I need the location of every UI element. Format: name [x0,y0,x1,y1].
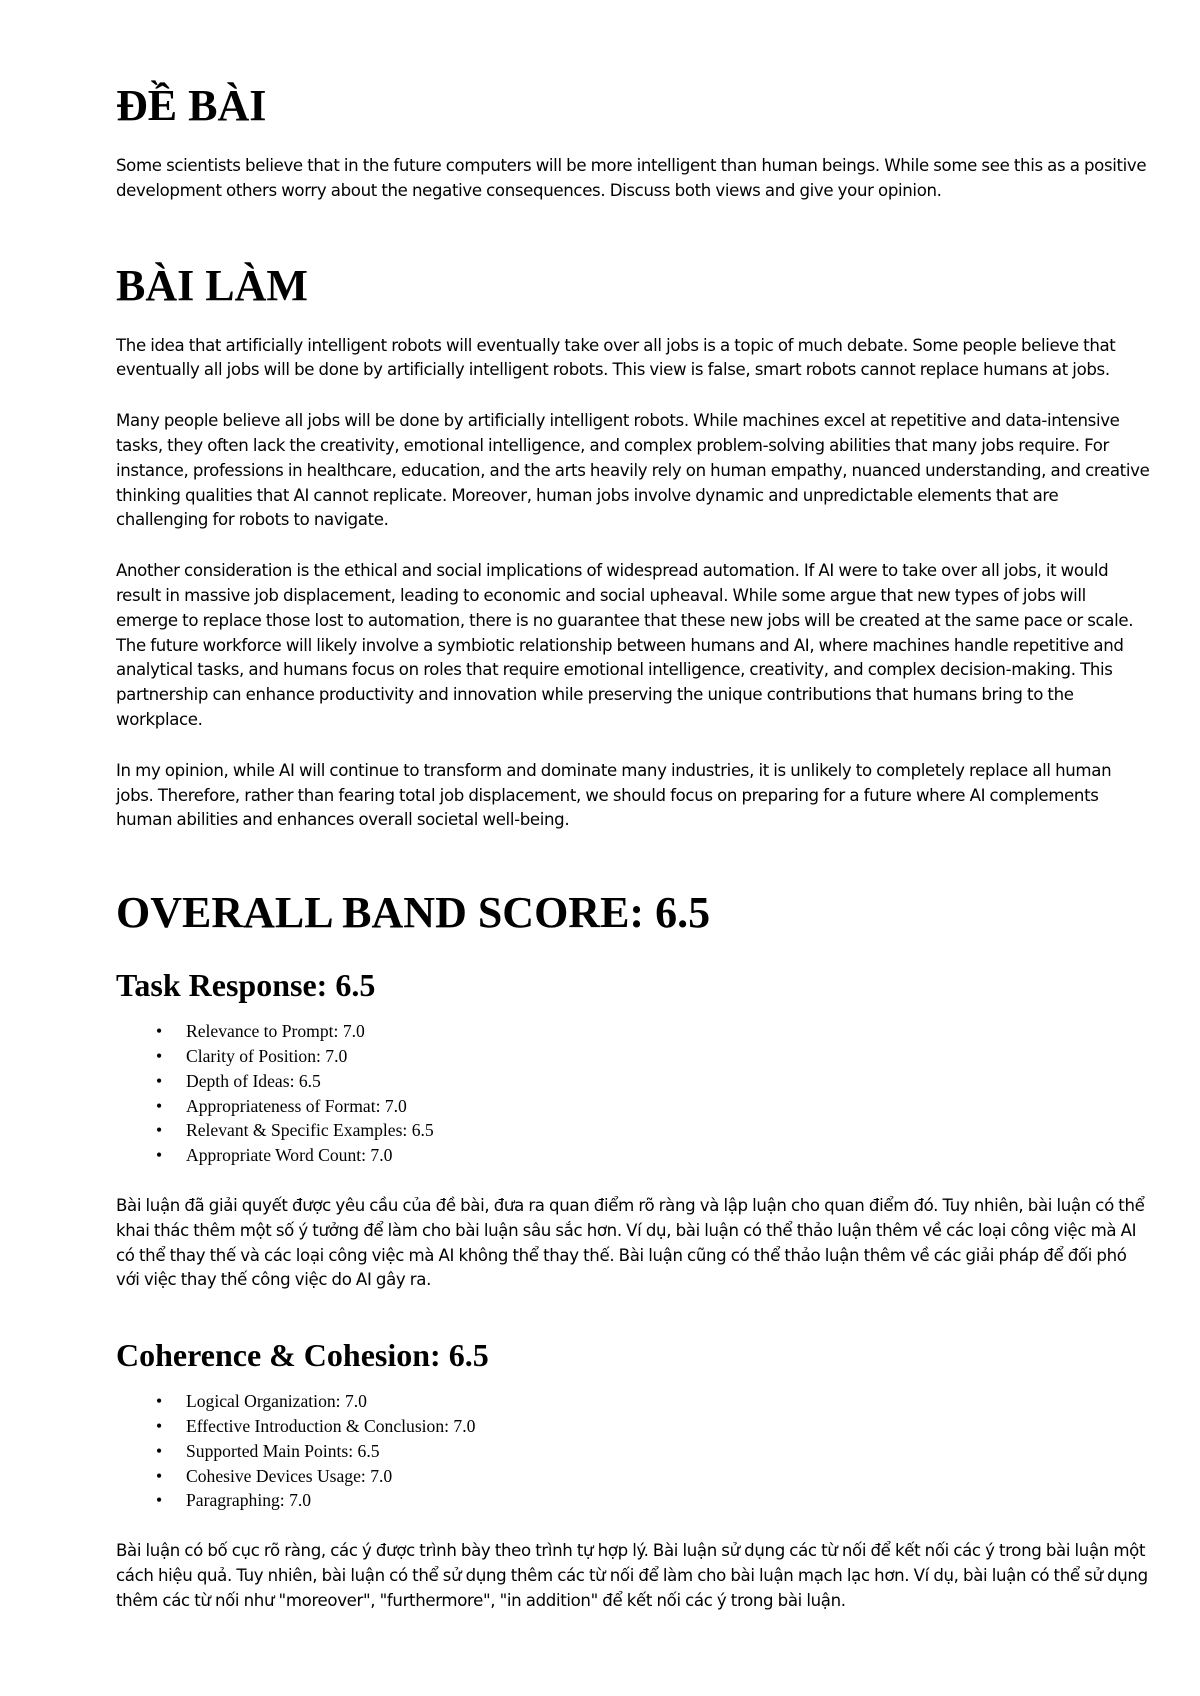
bullet-icon: • [156,1465,163,1486]
bullet-icon: • [156,1391,163,1412]
criterion-label: Effective Introduction & Conclusion: 7.0 [186,1415,476,1436]
task-response-criteria-list [116,1019,1152,1168]
list-item [156,1464,1152,1489]
criterion-label: Appropriateness of Format: 7.0 [186,1095,407,1116]
bullet-icon: • [156,1440,163,1461]
list-item [156,1094,1152,1119]
list-item [156,1019,1152,1044]
task-response-comment: Bài luận đã giải quyết được yêu cầu của đề bài, đưa ra quan điểm rõ ràng và lập luận cho quan điểm đó. Tuy nhiên, bài luận có thể khai thác thêm một số ý tưởng để làm cho bài luận sâu sắc hơn. Ví dụ, bài luận có thể thảo luận thêm về các loại công việc mà AI có thể thay thế và các loại công việc mà AI không thể thay thế. Bài luận cũng có thể thảo luận thêm về các giải pháp để đối phó với việc thay thế công việc do AI gây ra. [116,1195,1145,1290]
criterion-label: Depth of Ideas: 6.5 [186,1070,321,1091]
list-item [156,1118,1152,1143]
essay-paragraph-3: Another consideration is the ethical and social implications of widespread automation. If AI were to take over all jobs, it would result in massive job displacement, leading to economic and social upheaval. While some argue that new types of jobs will emerge to replace those lost to automation, there is no guarantee that these new jobs will be created at the same pace or scale. The future workforce will likely involve a symbiotic relationship between humans and AI, where machines handle repetitive and analytical tasks, and humans focus on roles that require emotional intelligence, creativity, and complex decision-making. This partnership can enhance productivity and innovation while preserving the unique contributions that humans bring to the workplace. [116,561,1134,729]
bullet-icon: • [156,1490,163,1511]
list-item [156,1488,1152,1513]
criterion-label: Relevant & Specific Examples: 6.5 [186,1120,434,1141]
list-item [156,1439,1152,1464]
bullet-icon: • [156,1095,163,1116]
bullet-icon: • [156,1045,163,1066]
coherence-comment: Bài luận có bố cục rõ ràng, các ý được trình bày theo trình tự hợp lý. Bài luận sử dụng các từ nối để kết nối các ý trong bài luận một cách hiệu quả. Tuy nhiên, bài luận có thể sử dụng thêm các từ nối để làm cho bài luận mạch lạc hơn. Ví dụ, bài luận có thể sử dụng thêm các từ nối như "moreover", "furthermore", "in addition" để kết nối các ý trong bài luận. [116,1541,1148,1610]
list-item [156,1143,1152,1168]
document-page [116,78,1152,1613]
bullet-icon: • [156,1070,163,1091]
bullet-icon: • [156,1021,163,1042]
criterion-label: Paragraphing: 7.0 [186,1490,312,1511]
task-heading: ĐỀ BÀI [116,81,267,130]
criterion-label: Appropriate Word Count: 7.0 [186,1145,393,1166]
bullet-icon: • [156,1145,163,1166]
task-prompt: Some scientists believe that in the future computers will be more intelligent than human beings. While some see this as a positive development others worry about the negative consequences. Discuss both views and give your opinion. [116,156,1147,200]
list-item [156,1414,1152,1439]
list-item [156,1044,1152,1069]
criterion-label: Relevance to Prompt: 7.0 [186,1021,365,1042]
criterion-label: Supported Main Points: 6.5 [186,1440,380,1461]
criterion-label: Cohesive Devices Usage: 7.0 [186,1465,393,1486]
coherence-criteria-list [116,1389,1152,1513]
coherence-cohesion-heading: Coherence & Cohesion: 6.5 [116,1337,489,1374]
essay-paragraph-4: In my opinion, while AI will continue to transform and dominate many industries, it is unlikely to completely replace all human jobs. Therefore, rather than fearing total job displacement, we should focus on preparing for a future where AI complements human abilities and enhances overall societal well-being. [116,760,1112,830]
criterion-label: Clarity of Position: 7.0 [186,1045,348,1066]
overall-band-score-heading: OVERALL BAND SCORE: 6.5 [116,888,711,938]
bullet-icon: • [156,1415,163,1436]
essay-heading: BÀI LÀM [116,260,308,310]
list-item [156,1069,1152,1094]
essay-paragraph-1: The idea that artificially intelligent robots will eventually take over all jobs is a topic of much debate. Some people believe that eventually all jobs will be done by artificially intelligent robots. This view is false, smart robots cannot replace humans at jobs. [116,335,1116,380]
bullet-icon: • [156,1120,163,1141]
criterion-label: Logical Organization: 7.0 [186,1391,367,1412]
essay-paragraph-2: Many people believe all jobs will be done by artificially intelligent robots. While machines excel at repetitive and data-intensive tasks, they often lack the creativity, emotional intelligence, and complex problem-solving abilities that many jobs require. For instance, professions in healthcare, education, and the arts heavily rely on human empathy, nuanced understanding, and creative thinking qualities that AI cannot replicate. Moreover, human jobs involve dynamic and unpredictable elements that are challenging for robots to navigate. [116,411,1150,530]
task-response-heading: Task Response: 6.5 [116,967,376,1004]
list-item [156,1389,1152,1414]
